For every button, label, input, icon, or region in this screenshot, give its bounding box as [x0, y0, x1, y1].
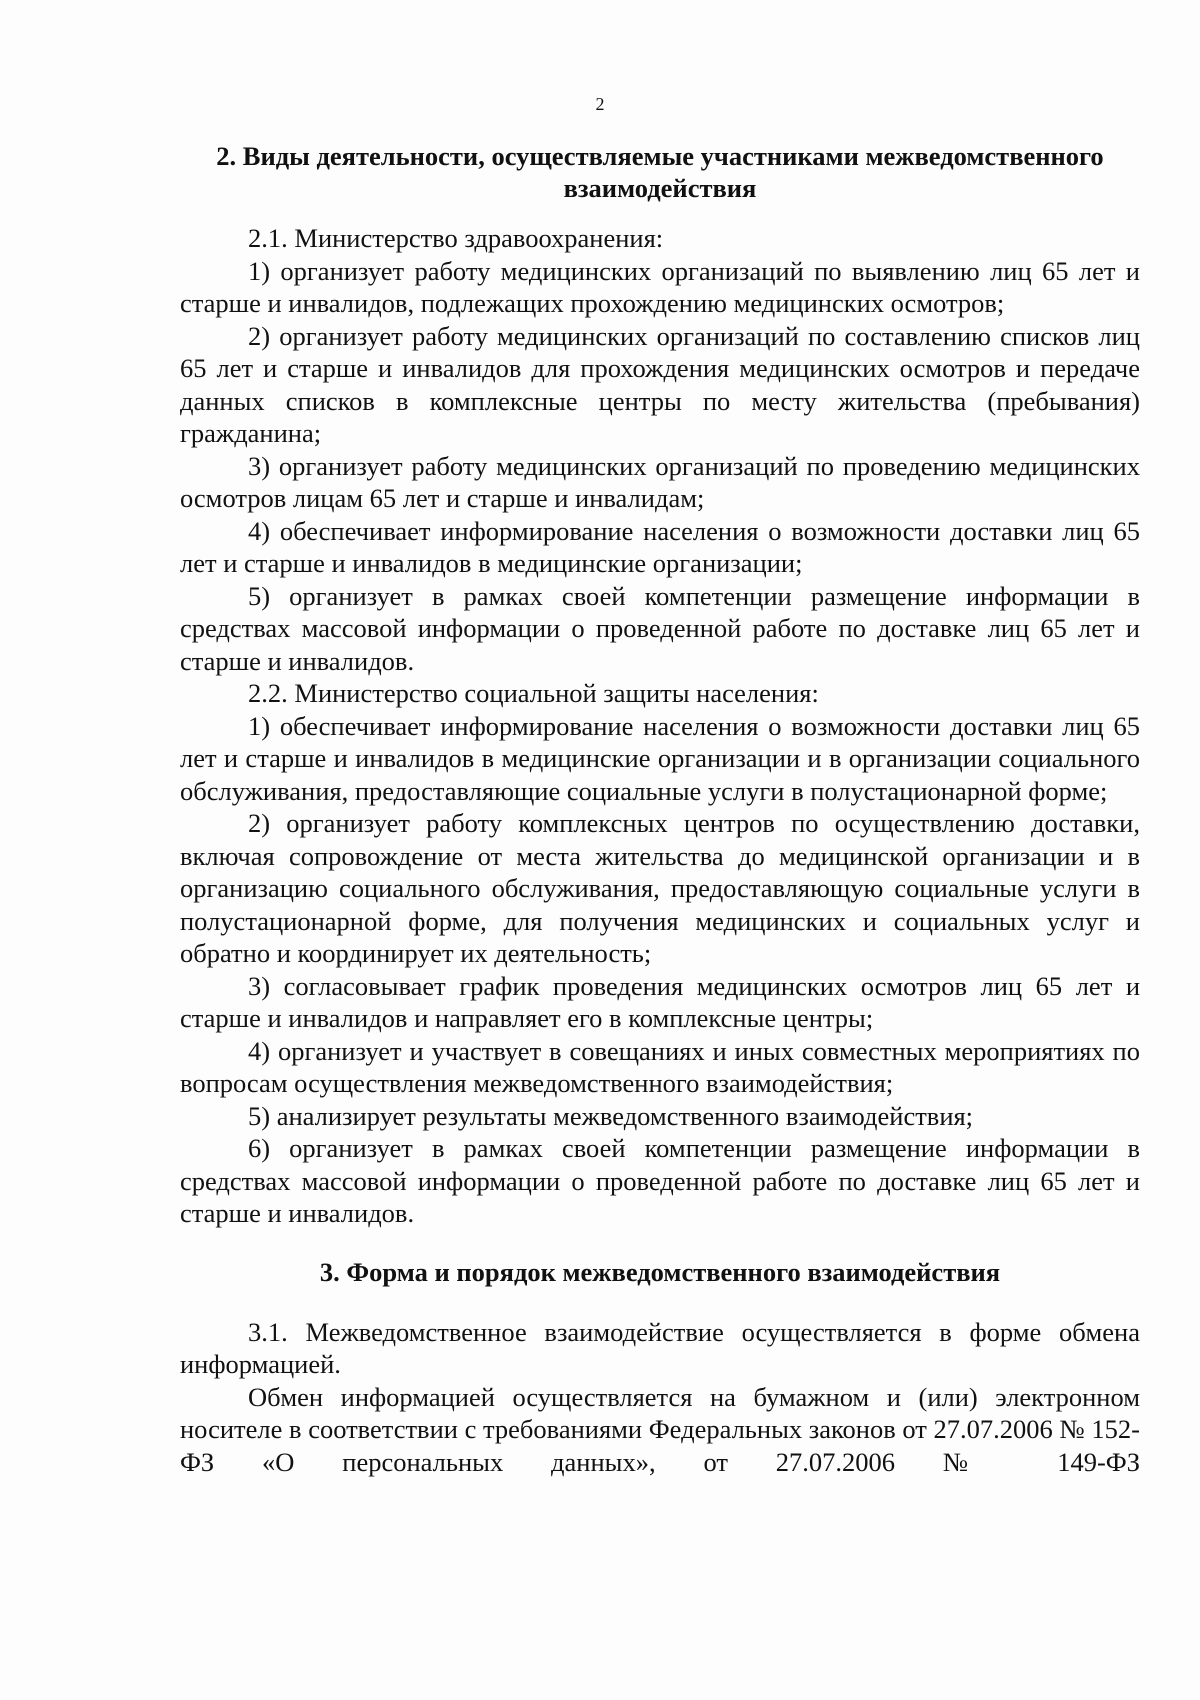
page-number: 2: [595, 94, 605, 114]
document-body: [180, 140, 1140, 1478]
list-item-2-2-4: 4) организует и участвует в совещаниях и иных совместных мероприятиях по вопросам осуществления межведомственного взаимодействия;: [180, 1035, 1140, 1098]
list-item-2-2-1: 1) обеспечивает информирование населения о возможности доставки лиц 65 лет и старше и инвалидов в медицинские организации и в организации социального обслуживания, предоставляющие социальные услуги в полустационарной форме;: [180, 710, 1140, 806]
paragraph-3-1: 3.1. Межведомственное взаимодействие осуществляется в форме обмена информацией.: [180, 1316, 1140, 1379]
subsection-2-1-title: 2.1. Министерство здравоохранения:: [248, 223, 664, 253]
subsection-2-2-title: 2.2. Министерство социальной защиты населения:: [248, 678, 819, 708]
list-item-2-1-3: 3) организует работу медицинских организаций по проведению медицинских осмотров лицам 65 лет и старше и инвалидам;: [180, 450, 1140, 513]
list-item-2-2-5: 5) анализирует результаты межведомственного взаимодействия;: [248, 1100, 974, 1131]
list-item-2-1-5: 5) организует в рамках своей компетенции размещение информации в средствах массовой информации о проведенной работе по доставке лиц 65 лет и старше и инвалидов.: [180, 580, 1140, 676]
list-item-2-2-3: 3) согласовывает график проведения медицинских осмотров лиц 65 лет и старше и инвалидов и направляет его в комплексные центры;: [180, 970, 1140, 1033]
section-3-heading: 3. Форма и порядок межведомственного взаимодействия: [319, 1256, 1001, 1287]
list-item-2-1-4: 4) обеспечивает информирование населения о возможности доставки лиц 65 лет и старше и инвалидов в медицинские организации;: [180, 515, 1140, 578]
list-item-2-1-2: 2) организует работу медицинских организаций по составлению списков лиц 65 лет и старше и инвалидов для прохождения медицинских осмотров и передаче данных списков в комплексные центры по месту жительства (пребывания) гражданина;: [180, 320, 1140, 448]
list-item-2-2-6: 6) организует в рамках своей компетенции размещение информации в средствах массовой информации о проведенной работе по доставке лиц 65 лет и старше и инвалидов.: [180, 1133, 1140, 1228]
list-item-2-1-1: 1) организует работу медицинских организаций по выявлению лиц 65 лет и старше и инвалидов, подлежащих прохождению медицинских осмотров;: [180, 255, 1140, 318]
section-2-heading: 2. Виды деятельности, осуществляемые участниками межведомственного взаимодействия: [216, 141, 1104, 203]
paragraph-3-1-exchange: Обмен информацией осуществляется на бумажном и (или) электронном носителе в соответствии с требованиями Федеральных законов от 27.07.2006 № 152-ФЗ «О персональных данных», от 27.07.2006 № 149-ФЗ: [180, 1381, 1140, 1477]
list-item-2-2-2: 2) организует работу комплексных центров по осуществлению доставки, включая сопровождение от места жительства до медицинской организации и в организацию социального обслуживания, предоставляющую социальные услуги в полустационарной форме, для получения медицинских и социальных услуг и обратно и координирует их деятельность;: [180, 808, 1140, 968]
